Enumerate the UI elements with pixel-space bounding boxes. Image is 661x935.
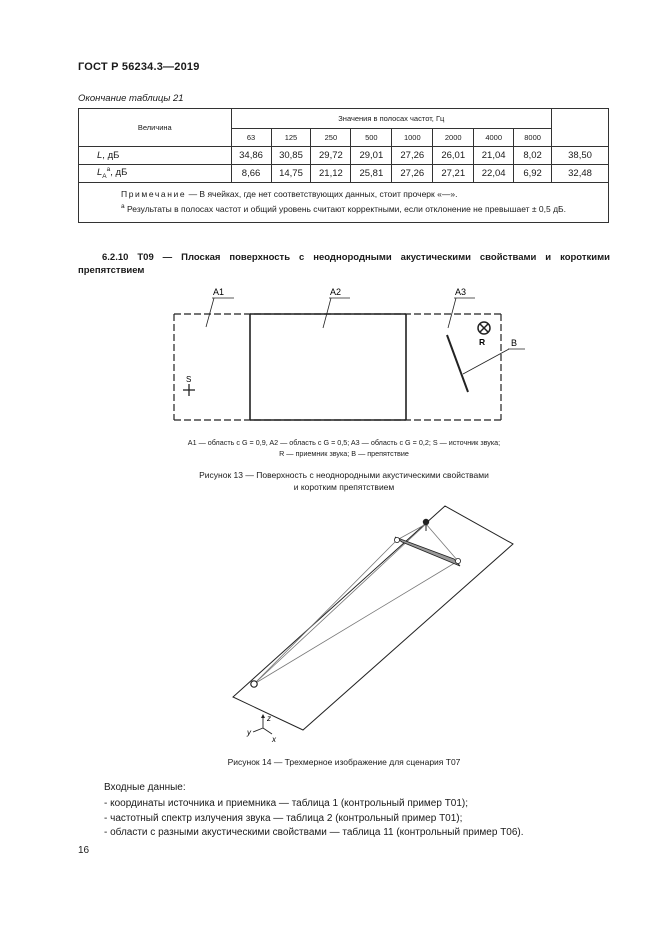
input-data-title: Входные данные: xyxy=(104,782,186,793)
table-row xyxy=(79,165,609,183)
diffraction-point xyxy=(455,558,460,563)
table-cell: 21,12 xyxy=(311,165,351,183)
figure-14-diagram xyxy=(190,502,520,752)
table-caption: Окончание таблицы 21 xyxy=(78,93,184,104)
svg-text:A3: A3 xyxy=(455,287,467,297)
input-data-list xyxy=(104,797,524,841)
table-cell: 22,04 xyxy=(474,165,514,183)
document-header: ГОСТ Р 56234.3—2019 xyxy=(78,61,200,73)
freq-header: 500 xyxy=(351,129,392,147)
list-item: - области с разными акустическими свойствами — таблица 11 (контрольный пример Т06). xyxy=(104,827,524,838)
freq-header: 63 xyxy=(231,129,271,147)
table-cell: 14,75 xyxy=(271,165,311,183)
col-total-header xyxy=(552,109,609,147)
table-cell: 26,01 xyxy=(433,147,474,165)
label-a2 xyxy=(323,287,350,328)
table-cell: 27,26 xyxy=(392,165,433,183)
legend-line: A1 — область с G = 0,9, A2 — область с G = 0,5; A3 — область с G = 0,2; S — источник звука; xyxy=(187,438,501,447)
freq-header: 125 xyxy=(271,129,311,147)
table-cell-total: 32,48 xyxy=(552,165,609,183)
receiver-icon xyxy=(423,519,429,525)
table-note xyxy=(79,183,609,223)
table-cell: 30,85 xyxy=(271,147,311,165)
source-label: S xyxy=(186,375,192,384)
note-text: Примечание — В ячейках, где нет соответствующих данных, стоит прочерк «—». xyxy=(121,189,458,199)
freq-header: 4000 xyxy=(474,129,514,147)
caption-line: и коротким препятствием xyxy=(293,481,395,492)
table-cell: 34,86 xyxy=(231,147,271,165)
svg-text:z: z xyxy=(267,714,271,723)
footnote-text: $^a$ Результаты в полосах частот и общий уровень считают корректными, если отклонение не превышает ± 0,5 дБ. xyxy=(121,202,566,214)
table-cell: 29,72 xyxy=(311,147,351,165)
list-item: - координаты источника и приемника — таблица 1 (контрольный пример Т01); xyxy=(104,798,469,809)
col-quantity-header: Величина xyxy=(79,109,232,147)
table-cell: 25,81 xyxy=(351,165,392,183)
ray-paths xyxy=(254,524,458,684)
svg-text:B: B xyxy=(511,338,518,348)
figure-14-caption: Рисунок 14 — Трехмерное изображение для сценария Т07 xyxy=(227,757,461,767)
table-cell: 6,92 xyxy=(514,165,552,183)
table-cell: 27,26 xyxy=(392,147,433,165)
svg-text:y: y xyxy=(247,728,251,737)
source-icon xyxy=(251,681,257,687)
table-cell: 21,04 xyxy=(474,147,514,165)
legend-line: R — приемник звука; B — препятствие xyxy=(279,449,409,459)
table-cell: 27,21 xyxy=(433,165,474,183)
receiver-label: R xyxy=(479,337,486,347)
ground-plane xyxy=(233,506,513,730)
table-cell: 29,01 xyxy=(351,147,392,165)
acoustic-table xyxy=(78,108,609,223)
table-row xyxy=(79,147,609,165)
svg-text:A2: A2 xyxy=(330,287,342,297)
receiver-icon xyxy=(478,322,490,334)
table-cell: 8,02 xyxy=(514,147,552,165)
row-label: L, дБ xyxy=(79,147,232,165)
col-freq-group-header: Значения в полосах частот, Гц xyxy=(231,109,551,129)
obstacle-line xyxy=(447,335,468,392)
list-item: - частотный спектр излучения звука — таблица 2 (контрольный пример Т01); xyxy=(104,812,463,824)
source-icon xyxy=(183,384,195,396)
figure-13-caption xyxy=(78,470,610,494)
label-a3 xyxy=(448,287,475,328)
diffraction-point xyxy=(394,537,399,542)
freq-header: 2000 xyxy=(433,129,474,147)
figure-13-diagram xyxy=(150,282,530,432)
table-cell-total: 38,50 xyxy=(552,147,609,165)
freq-header: 8000 xyxy=(514,129,552,147)
label-a1 xyxy=(206,287,234,327)
table-cell: 8,66 xyxy=(231,165,271,183)
label-b xyxy=(463,338,525,374)
freq-header: 250 xyxy=(311,129,351,147)
caption-line: Рисунок 13 — Поверхность с неоднородными акустическими свойствами xyxy=(199,470,489,480)
section-title: 6.2.10 Т09 — Плоская поверхность с неоднородными акустическими свойствами и короткими препятствием xyxy=(78,252,610,277)
axes-icon xyxy=(246,714,277,744)
svg-text:x: x xyxy=(272,735,276,744)
row-label: $L_A^a$, дБ xyxy=(79,165,232,183)
figure-13-legend xyxy=(78,437,610,459)
page-number: 16 xyxy=(78,845,90,856)
svg-text:A1: A1 xyxy=(213,287,225,297)
freq-header: 1000 xyxy=(392,129,433,147)
